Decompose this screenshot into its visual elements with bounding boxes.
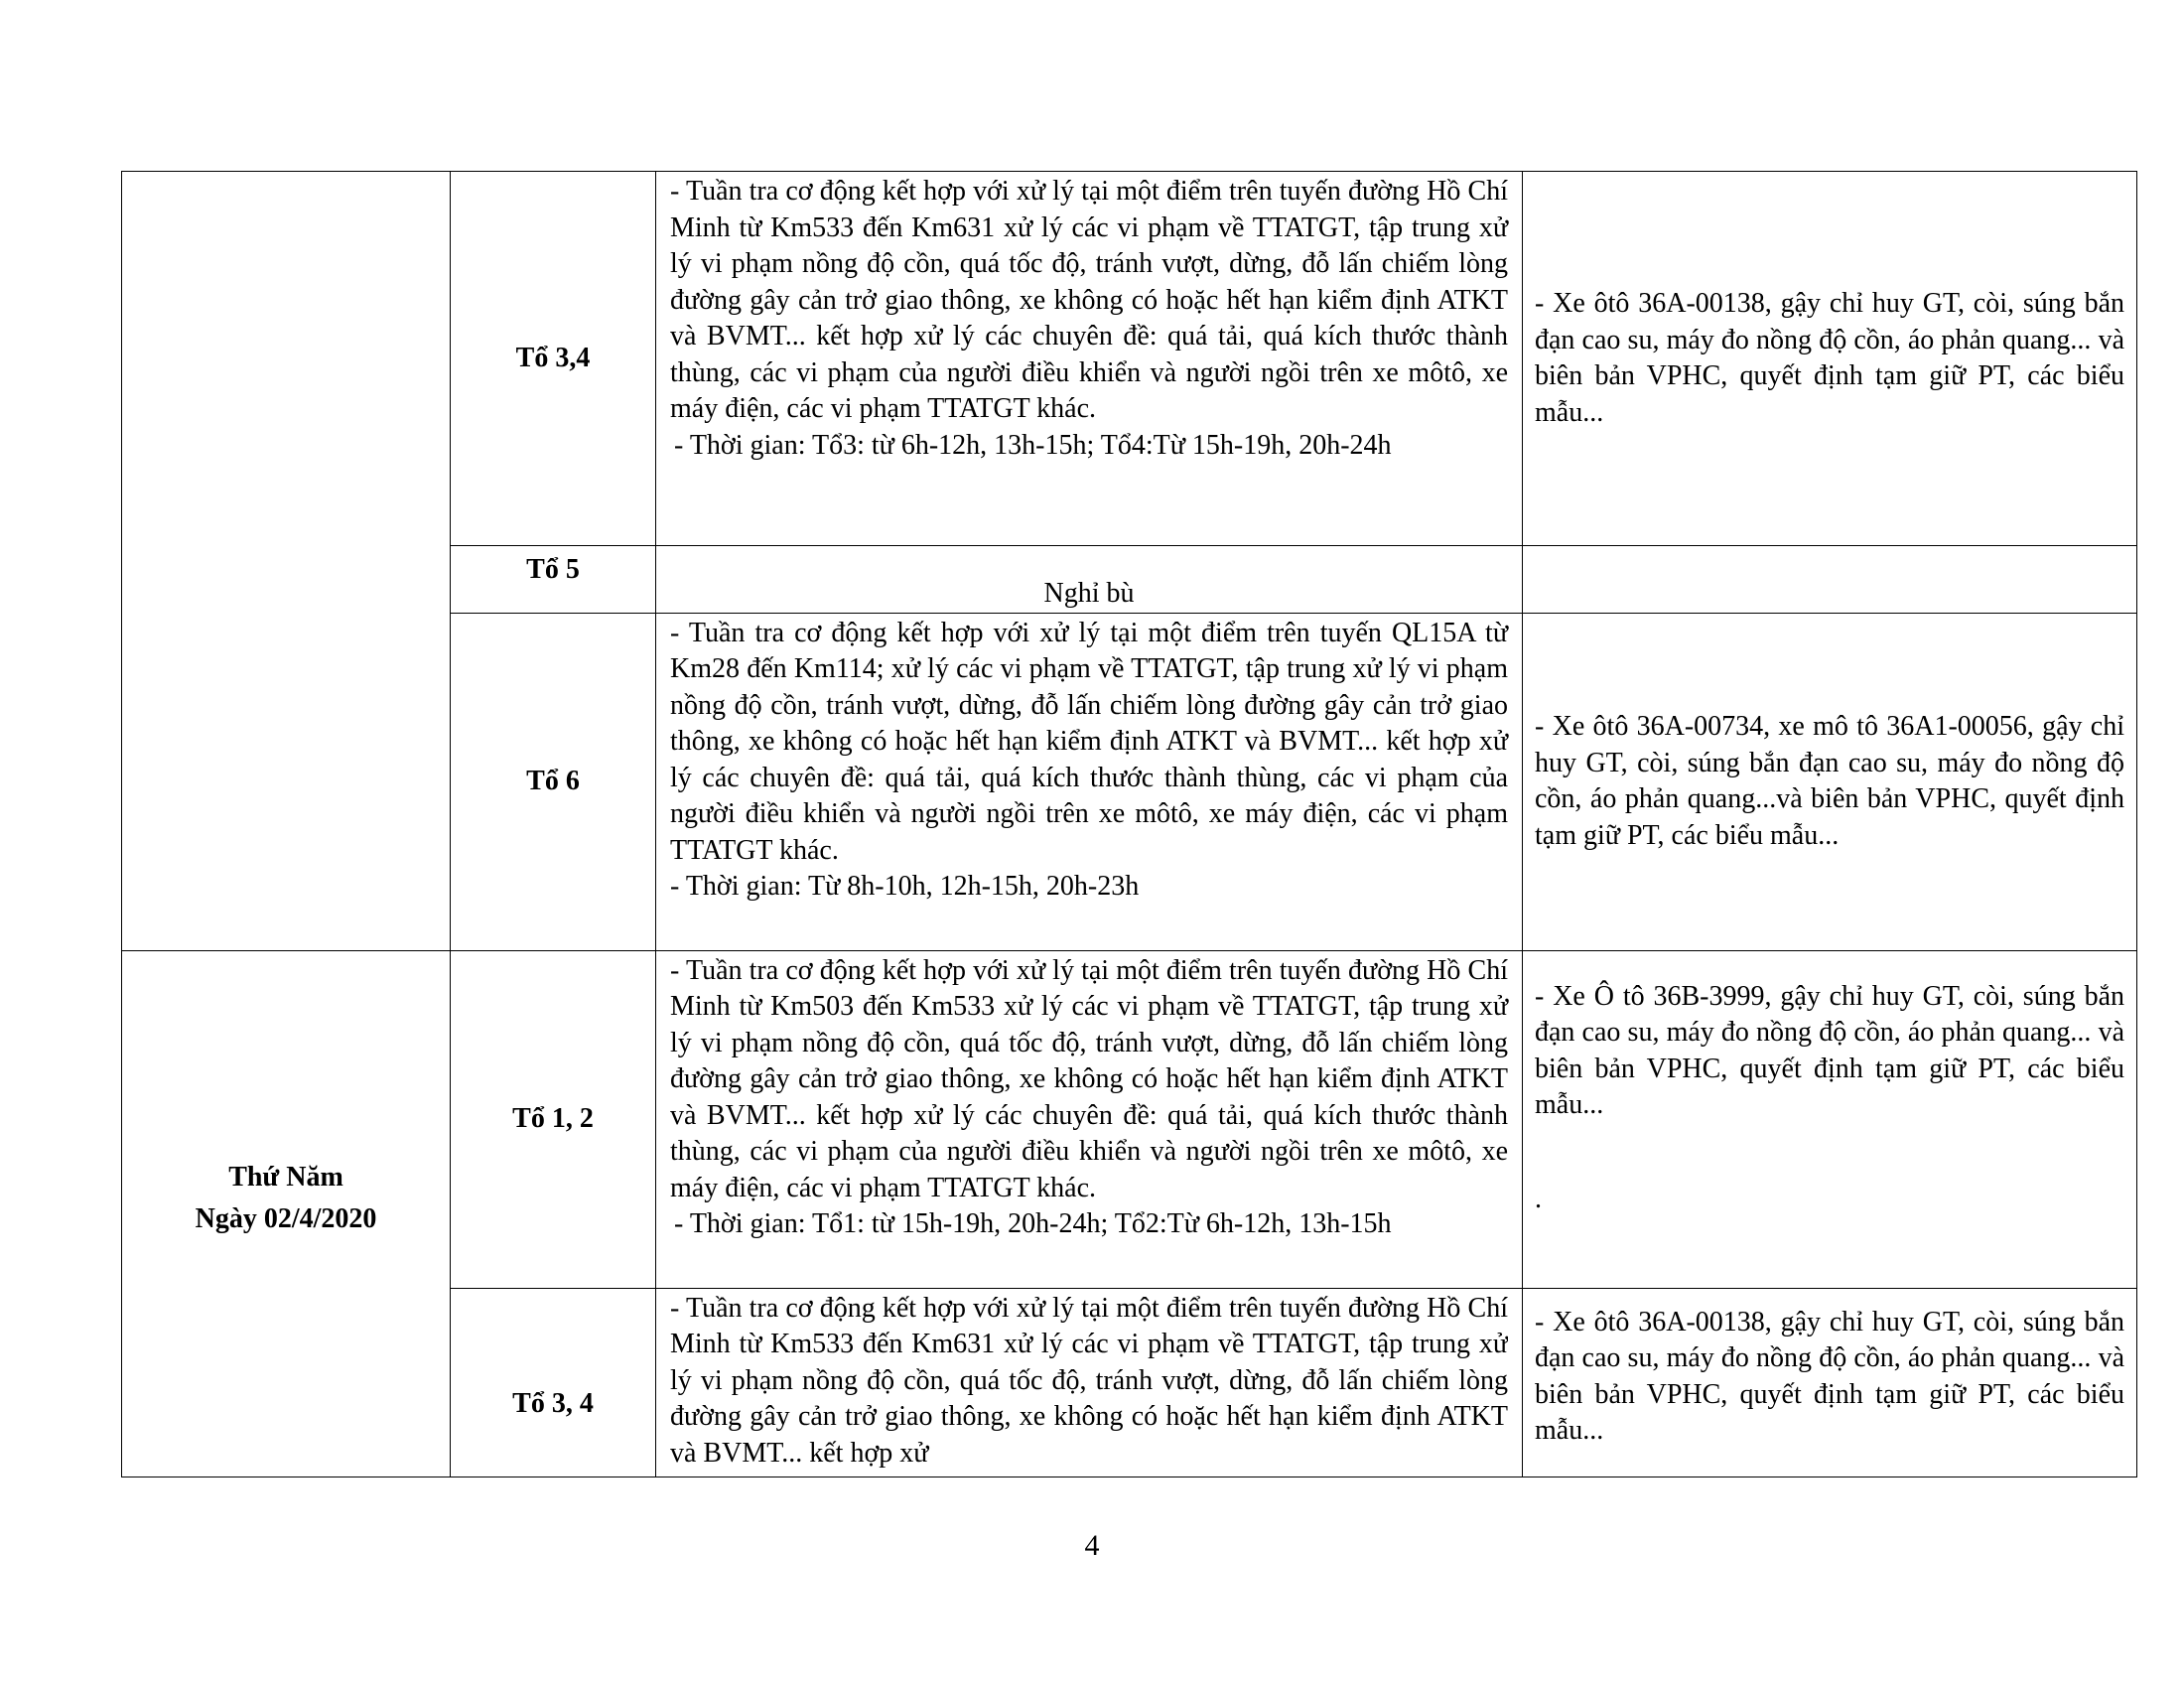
task-description: - Tuần tra cơ động kết hợp với xử lý tại một điểm trên tuyến đường Hồ Chí Minh từ Km533 đến Km631 xử lý các vi phạm về TTATGT, tập trung xử lý vi phạm nồng độ cồn, quá tốc độ, tránh vượt, dừng, đỗ lấn chiếm lòng đường gây cản trở giao thông, xe không có hoặc hết hạn kiểm định ATKT và BVMT... kết hợp xử lý các chuyên đề: quá tải, quá kích thước thành thùng, các vi phạm của người điều khiển và người ngồi trên xe môtô, xe máy điện, các vi phạm TTATGT khác. xyxy=(670,176,1508,424)
task-description: - Tuần tra cơ động kết hợp với xử lý tại một điểm trên tuyến đường Hồ Chí Minh từ Km533 đến Km631 xử lý các vi phạm về TTATGT, tập trung xử lý vi phạm nồng độ cồn, quá tốc độ, tránh vượt, dừng, đỗ lấn chiếm lòng đường gây cản trở giao thông, xe không có hoặc hết hạn kiểm định ATKT và BVMT... kết hợp xử xyxy=(670,1292,1508,1469)
task-cell xyxy=(656,546,1523,614)
equipment-text: - Xe Ô tô 36B-3999, gậy chỉ huy GT, còi, súng bắn đạn cao su, máy đo nồng độ cồn, áo phản quang... và biên bản VPHC, quyết định tạm giữ PT, các biểu mẫu... xyxy=(1535,980,2124,1120)
equipment-cell xyxy=(1523,172,2137,546)
equipment-text: - Xe ôtô 36A-00138, gậy chỉ huy GT, còi, súng bắn đạn cao su, máy đo nồng độ cồn, áo phản quang... và biên bản VPHC, quyết định tạm giữ PT, các biểu mẫu... xyxy=(1535,1306,2124,1446)
task-time: - Thời gian: Từ 8h-10h, 12h-15h, 20h-23h xyxy=(670,871,1140,902)
weekday-label: Thứ Năm xyxy=(228,1162,343,1193)
page-number: 4 xyxy=(1084,1529,1100,1562)
equipment-extra: . xyxy=(1535,1183,1542,1214)
task-description: - Tuần tra cơ động kết hợp với xử lý tại một điểm trên tuyến đường Hồ Chí Minh từ Km503 đến Km533 xử lý các vi phạm về TTATGT, tập trung xử lý vi phạm nồng độ cồn, quá tốc độ, tránh vượt, dừng, đỗ lấn chiếm lòng đường gây cản trở giao thông, xe không có hoặc hết hạn kiểm định ATKT và BVMT... kết hợp xử lý các chuyên đề: quá tải, quá kích thước thành thùng, các vi phạm của người điều khiển và người ngồi trên xe môtô, xe máy điện, các vi phạm TTATGT khác. xyxy=(670,954,1508,1203)
rest-text: Nghỉ bù xyxy=(1043,578,1135,609)
team-cell: Tổ 3,4 xyxy=(451,172,656,546)
team-cell: Tổ 3, 4 xyxy=(451,1288,656,1477)
task-cell xyxy=(656,613,1523,950)
task-description: - Tuần tra cơ động kết hợp với xử lý tại một điểm trên tuyến QL15A từ Km28 đến Km114; xử lý các vi phạm về TTATGT, tập trung xử lý vi phạm nồng độ cồn, tránh vượt, dừng, đỗ lấn chiếm lòng đường gây cản trở giao thông, xe không có hoặc hết hạn kiểm định ATKT và BVMT... kết hợp xử lý các chuyên đề: quá tải, quá kích thước thành thùng, các vi phạm của người điều khiển và người ngồi trên xe môtô, xe máy điện, các vi phạm TTATGT khác. xyxy=(670,617,1508,866)
table-row xyxy=(122,950,2137,1288)
equipment-cell xyxy=(1523,1288,2137,1477)
day-cell-continued xyxy=(122,172,451,951)
patrol-schedule-table xyxy=(121,171,2137,1477)
team-cell: Tổ 1, 2 xyxy=(451,950,656,1288)
task-cell xyxy=(656,950,1523,1288)
date-label: Ngày 02/4/2020 xyxy=(195,1203,377,1234)
equipment-cell xyxy=(1523,546,2137,614)
task-time: - Thời gian: Tổ3: từ 6h-12h, 13h-15h; Tổ4:Từ 15h-19h, 20h-24h xyxy=(674,429,1392,461)
task-time: - Thời gian: Tổ1: từ 15h-19h, 20h-24h; Tổ2:Từ 6h-12h, 13h-15h xyxy=(674,1208,1392,1239)
task-cell xyxy=(656,1288,1523,1477)
equipment-cell xyxy=(1523,950,2137,1288)
equipment-text: - Xe ôtô 36A-00734, xe mô tô 36A1-00056, gậy chỉ huy GT, còi, súng bắn đạn cao su, máy đo nồng độ cồn, áo phản quang...và biên bản VPHC, quyết định tạm giữ PT, các biểu mẫu... xyxy=(1535,711,2124,851)
task-cell xyxy=(656,172,1523,546)
team-cell: Tổ 6 xyxy=(451,613,656,950)
day-cell xyxy=(122,950,451,1477)
equipment-text: - Xe ôtô 36A-00138, gậy chỉ huy GT, còi, súng bắn đạn cao su, máy đo nồng độ cồn, áo phản quang... và biên bản VPHC, quyết định tạm giữ PT, các biểu mẫu... xyxy=(1535,288,2124,428)
table-row xyxy=(122,172,2137,546)
equipment-cell xyxy=(1523,613,2137,950)
team-cell: Tổ 5 xyxy=(451,546,656,614)
